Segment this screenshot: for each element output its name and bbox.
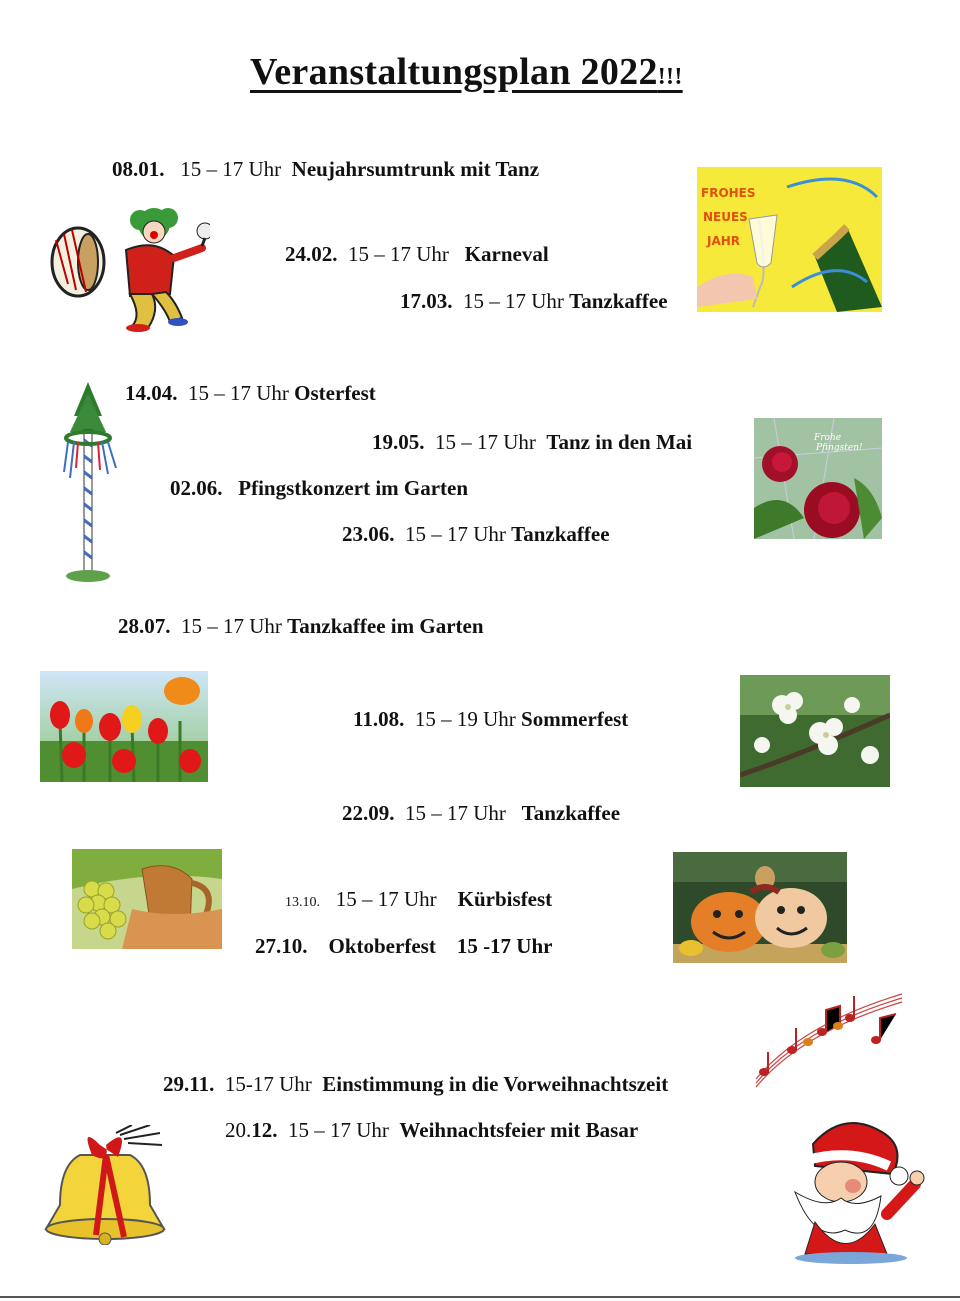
event-row	[255, 934, 552, 959]
event-row	[118, 614, 484, 639]
pentecost-card-icon	[754, 418, 882, 539]
event-time: 15 – 17 Uhr	[405, 522, 506, 546]
event-row	[170, 476, 468, 501]
clown-drum-icon	[42, 198, 210, 333]
event-time: 15 – 17 Uhr	[335, 887, 437, 911]
title-suffix: !!!	[657, 64, 683, 90]
event-name: Karneval	[464, 242, 549, 266]
event-name: Tanzkaffee	[521, 801, 621, 825]
event-time: 15 – 17 Uhr	[348, 242, 449, 266]
pumpkins-photo	[673, 852, 847, 963]
event-name: Tanzkaffee	[569, 289, 668, 313]
event-date: 14.04.	[125, 381, 178, 405]
event-date: 12.	[251, 1118, 278, 1142]
event-time: 15 – 17 Uhr	[463, 289, 564, 313]
bottom-rule	[0, 1296, 960, 1298]
event-time: 15 – 17 Uhr	[188, 381, 289, 405]
event-name: Kürbisfest	[457, 887, 553, 911]
christmas-bell-icon	[40, 1125, 170, 1245]
event-name: Oktoberfest	[328, 934, 436, 958]
event-date: 24.02.	[285, 242, 338, 266]
event-row	[163, 1072, 668, 1097]
tulips-photo	[40, 671, 208, 782]
event-row	[125, 381, 376, 406]
event-time: 15 – 17 Uhr	[288, 1118, 389, 1142]
maypole-icon	[60, 380, 130, 585]
event-date: 11.08.	[353, 707, 405, 731]
event-date: 28.07.	[118, 614, 171, 638]
event-date: 23.06.	[342, 522, 395, 546]
event-date: 02.06.	[170, 476, 223, 500]
grapes-jug-photo	[72, 849, 222, 949]
event-row	[342, 801, 620, 826]
event-row	[225, 1118, 638, 1143]
event-name: Tanzkaffee	[511, 522, 610, 546]
music-notes-icon	[752, 984, 907, 1089]
event-date: 29.11.	[163, 1072, 215, 1096]
event-name: Neujahrsumtrunk mit Tanz	[291, 157, 540, 181]
new-year-text-2: NEUES	[703, 210, 748, 224]
event-name: Tanz in den Mai	[546, 430, 693, 454]
new-year-text-3: JAHR	[707, 234, 741, 248]
santa-claus-icon	[775, 1114, 930, 1264]
event-date: 17.03.	[400, 289, 453, 313]
event-time: 15 – 17 Uhr	[405, 801, 506, 825]
event-date: 13.10.	[285, 895, 320, 910]
event-name: Einstimmung in die Vorweihnachtszeit	[322, 1072, 669, 1096]
page-title	[250, 50, 683, 94]
event-row	[285, 887, 552, 912]
event-date: 08.01.	[112, 157, 165, 181]
event-date: 27.10.	[255, 934, 308, 958]
event-time: 15 – 17 Uhr	[435, 430, 536, 454]
pentecost-text-1: Frohe	[814, 433, 842, 443]
event-time: 15 – 17 Uhr	[181, 614, 282, 638]
event-name: Osterfest	[294, 381, 376, 405]
event-time: 15 -17 Uhr	[456, 934, 553, 958]
event-row	[342, 522, 610, 547]
event-date: 19.05.	[372, 430, 425, 454]
event-row	[112, 157, 539, 182]
event-row	[372, 430, 692, 455]
pentecost-text-2: Pfingsten!	[816, 443, 863, 453]
event-time: 15 – 17 Uhr	[180, 157, 282, 181]
event-name: Pfingstkonzert im Garten	[238, 476, 469, 500]
new-year-text-1: FROHES	[701, 186, 756, 200]
new-year-card-icon	[697, 167, 882, 312]
blossoms-photo	[740, 675, 890, 787]
event-date-prefix: 20.	[225, 1118, 252, 1142]
event-row	[400, 289, 668, 314]
event-row	[285, 242, 549, 267]
event-name: Tanzkaffee im Garten	[287, 614, 484, 638]
event-name: Weihnachtsfeier mit Basar	[399, 1118, 639, 1142]
event-name: Sommerfest	[521, 707, 629, 731]
event-date: 22.09.	[342, 801, 395, 825]
event-time: 15 – 19 Uhr	[414, 707, 516, 731]
event-row	[353, 707, 628, 732]
event-time: 15-17 Uhr	[224, 1072, 312, 1096]
title-text: Veranstaltungsplan 2022	[250, 51, 658, 93]
